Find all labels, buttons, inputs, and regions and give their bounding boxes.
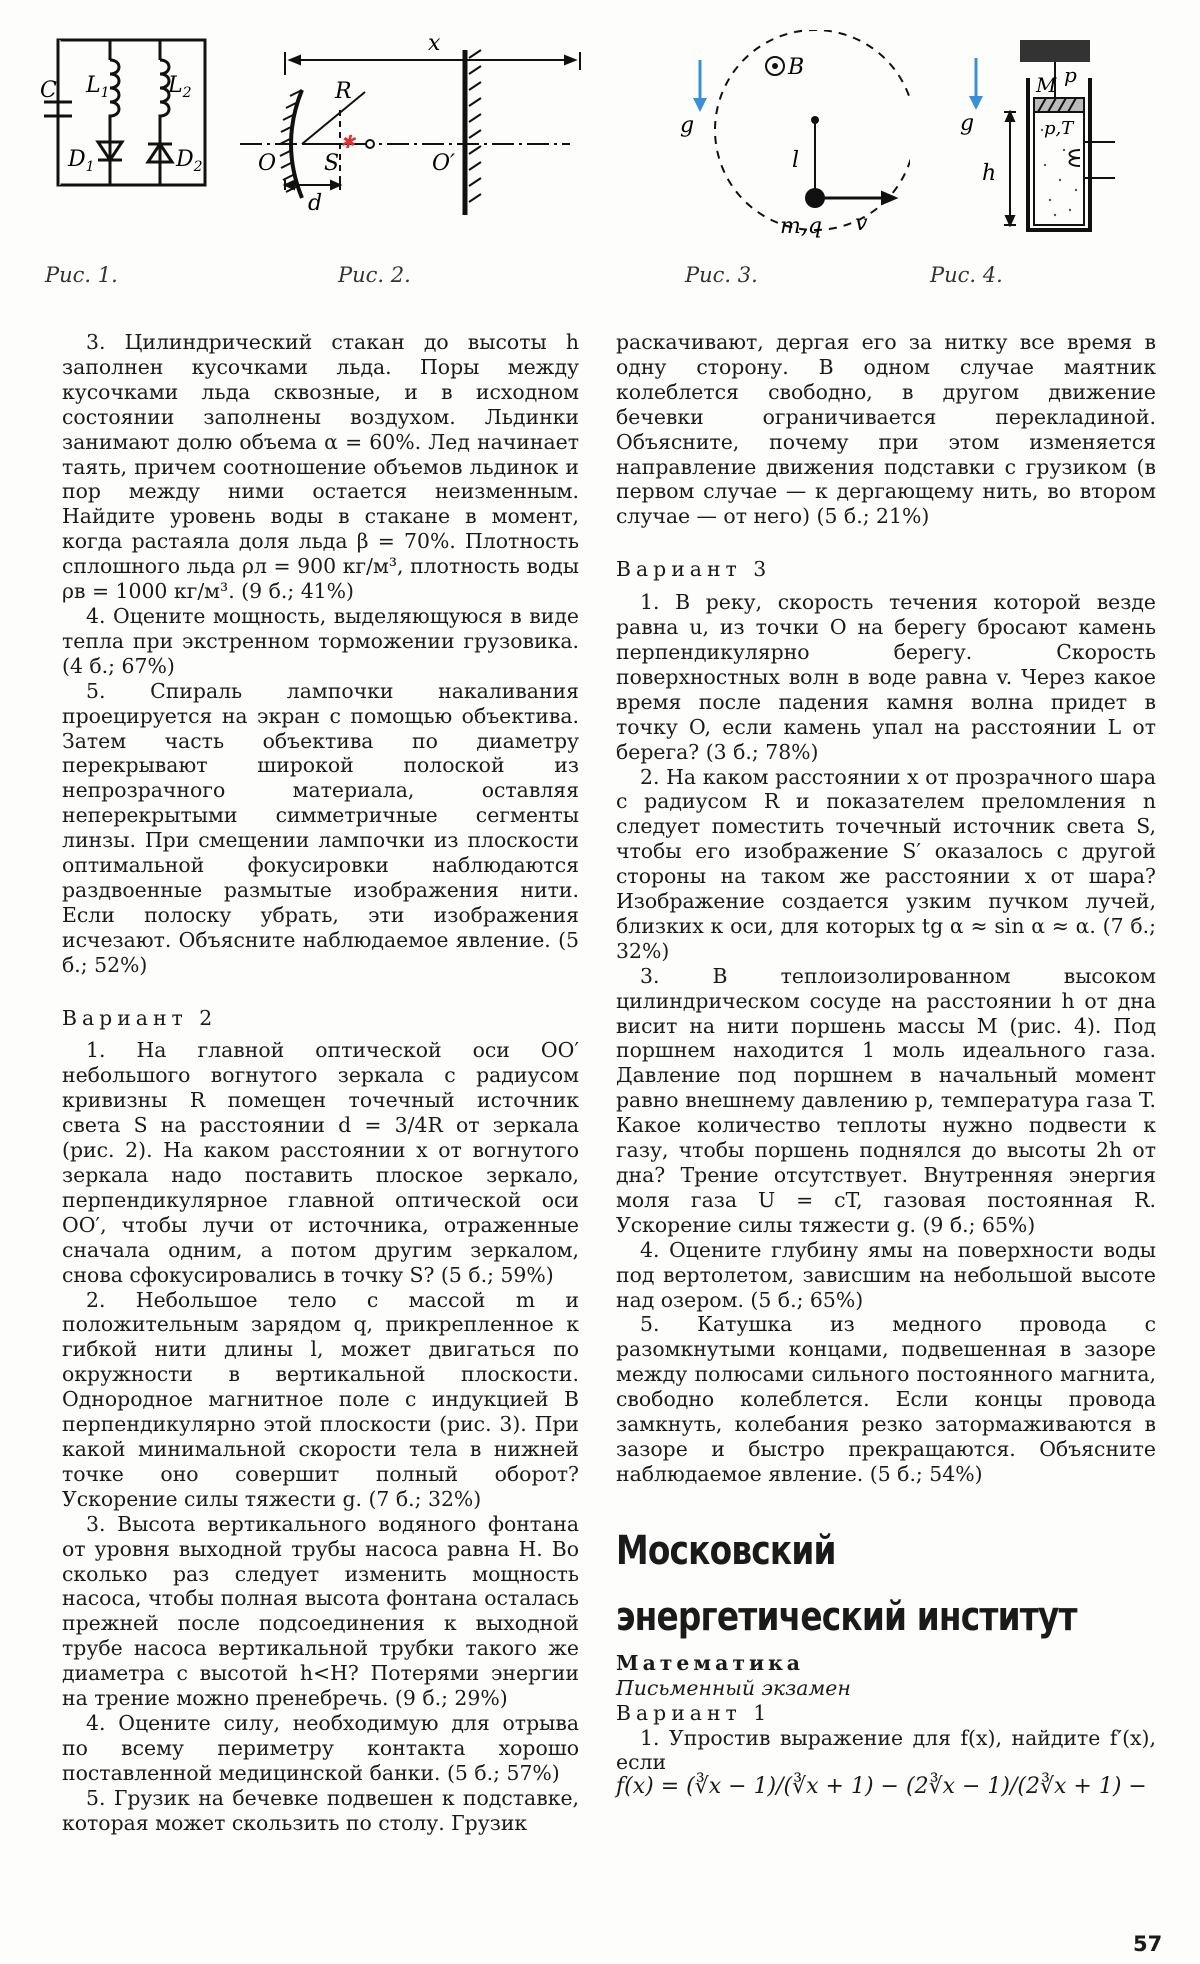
v1-problem-5: 5. Спираль лампочки накаливания проецируется на экран с помощью объектива. Затем часть объектива по диаметру перекрывают широкой полоской из непрозрачного материала, оставляя неперекрытыми симметричные сегменты линзы. При смещении лампочки из плоскости оптимальной фокусировки наблюдаются раздвоенные размытые изображения нити. Если полоску убрать, эти изображения исчезают. Объясните наблюдаемое явление. (5 б.; 52%) xyxy=(62,678,579,977)
v2-problem-2: 2. Небольшое тело с массой m и положительным зарядом q, прикрепленное к гибкой нити длины l, может двигаться по окружности в вертикальной плоскости. Однородное магнитное поле с индукцией B перпендикулярно этой плоскости (рис. 3). При какой минимальной скорости тела в нижней точке оно совершит полный оборот? Ускорение силы тяжести g. (7 б.; 32%) xyxy=(62,1287,579,1511)
mei-problem-1: 1. Упростив выражение для f(x), найдите f′(x), если xyxy=(616,1725,1156,1775)
v2-problem-5-start: 5. Грузик на бечевке подвешен к подставке, которая может скользить по столу. Грузик xyxy=(62,1785,579,1835)
v2-problem-5-end: раскачивают, дергая его за нитку все время в одну сторону. В одном случае маятник колеблется свободно, в другом движение бечевки ограничивается перекладиной. Объясните, почему при этом изменяется направление движения подставки с грузиком (в первом случае — к дергающему нить, во втором случае — от него) (5 б.; 21%) xyxy=(616,330,1156,529)
caption-fig-1: Рис. 1. xyxy=(45,263,118,287)
fig3-label-g: g xyxy=(680,113,695,138)
fig1-label-l2: $L_2$ xyxy=(168,73,192,101)
fig4-label-m: M xyxy=(1036,73,1057,97)
fig3-label-l: l xyxy=(792,148,800,173)
left-column xyxy=(62,330,579,1835)
v3-problem-5: 5. Катушка из медного провода с разомкнутыми концами, подвешенная в зазоре между полюсами сильного постоянного магнита, свободно колеблется. Если концы провода замкнуть, колебания резко затормаживаются в зазоре и быстро прекращаются. Объясните наблюдаемое явление. (5 б.; 54%) xyxy=(616,1312,1156,1486)
formula: f(x) = (∛x − 1)/(∛x + 1) − (2∛x − 1)/(2∛x + 1) − xyxy=(616,1774,1147,1800)
fig3-label-v: v xyxy=(855,211,868,236)
fig2-label-o: O xyxy=(258,151,277,176)
institute-title-line-1: Московский xyxy=(616,1527,836,1574)
right-column xyxy=(616,330,1156,1800)
institute-title-line-2: энергетический институт xyxy=(616,1593,1077,1640)
v3-problem-1: 1. В реку, скорость течения которой везде равна u, из точки O на берегу бросают камень перпендикулярно берегу. Скорость поверхностных волн в воде равна v. Через какое время после падения камня волна придет в точку O, если камень упал на расстоянии L от берега? (3 б.; 78%) xyxy=(616,590,1156,764)
v3-problem-2: 2. На каком расстоянии x от прозрачного шара с радиусом R и показателем преломления n следует поместить точечный источник света S, чтобы его изображение S′ оказалось с другой стороны на таком же расстоянии x от шара? Изображение создается узким пучком лучей, близких к оси, для которых tg α ≈ sin α ≈ α. (7 б.; 32%) xyxy=(616,764,1156,963)
fig3-label-mq: m,q xyxy=(780,214,822,239)
fig1-label-d1: $D_1$ xyxy=(68,147,95,175)
figure-3-pendulum xyxy=(680,30,910,240)
figure-1-circuit xyxy=(40,30,220,200)
fig2-label-d: d xyxy=(308,191,323,216)
fig2-label-o-prime: O′ xyxy=(432,151,456,176)
fig4-label-pt: p,T xyxy=(1044,118,1074,139)
figures-strip xyxy=(0,0,1200,300)
v2-problem-3: 3. Высота вертикального водяного фонтана от уровня выходной трубы насоса равна H. Во сколько раз следует изменить мощность насоса, чтобы полная высота фонтана осталась прежней после подсоединения к выходной трубе насоса вертикальной трубки такого же диаметра с высотой h<H? Потерями энергии на трение можно пренебречь. (9 б.; 29%) xyxy=(62,1511,579,1711)
caption-fig-2: Рис. 2. xyxy=(338,263,411,287)
exam-type: Письменный экзамен xyxy=(616,1675,851,1700)
subject-heading: Математика xyxy=(616,1650,805,1675)
figure-4-cylinder xyxy=(960,30,1160,240)
fig1-label-l1: $L_1$ xyxy=(86,73,110,101)
v1-problem-3: 3. Цилиндрический стакан до высоты h заполнен кусочками льда. Поры между кусочками льда сквозные, и в исходном состоянии заполнены воздухом. Льдинки занимают долю объема α = 60%. Лед начинает таять, причем соотношение объемов льдинок и пор между ними остается неизменным. Найдите уровень воды в стакане в момент, когда растаяла доля льда β = 70%. Плотность сплошного льда ρл = 900 кг/м³, плотность воды ρв = 1000 кг/м³. (9 б.; 41%) xyxy=(62,330,579,604)
fig3-label-b: B xyxy=(788,55,805,80)
variant-3-heading: Вариант 3 xyxy=(616,557,772,582)
fig4-label-h: h xyxy=(982,161,997,186)
svg-text:✱: ✱ xyxy=(340,132,356,153)
fig1-label-d2: $D_2$ xyxy=(176,147,203,175)
v3-problem-4: 4. Оцените глубину ямы на поверхности воды под вертолетом, зависшим на небольшой высоте над озером. (5 б.; 65%) xyxy=(616,1237,1156,1312)
v3-problem-3: 3. В теплоизолированном высоком цилиндрическом сосуде на расстоянии h от дна висит на нити поршень массы M (рис. 4). Под поршнем находится 1 моль идеального газа. Давление под поршнем в начальный момент равно внешнему давлению p, температура газа T. Какое количество теплоты нужно подвести к газу, чтобы поршень поднялся до высоты 2h от дна? Трение отсутствует. Внутренняя энергия моля газа U = cT, газовая постоянная R. Ускорение силы тяжести g. (9 б.; 65%) xyxy=(616,963,1156,1237)
v1-problem-4: 4. Оцените мощность, выделяющуюся в виде тепла при экстренном торможении грузовика. (4 б.; 67%) xyxy=(62,603,579,678)
fig2-label-x: x xyxy=(428,31,441,56)
page-number: 57 xyxy=(1133,1932,1163,1956)
caption-fig-4: Рис. 4. xyxy=(930,263,1003,287)
fig1-label-c: C xyxy=(40,78,57,103)
fig2-label-r: R xyxy=(335,79,352,104)
fig4-label-g: g xyxy=(960,111,975,136)
figure-2-mirror xyxy=(240,30,610,240)
variant-2-heading: Вариант 2 xyxy=(62,1005,218,1030)
fig2-label-s: S xyxy=(324,151,340,176)
fig4-label-p: p xyxy=(1064,63,1077,87)
caption-fig-3: Рис. 3. xyxy=(685,263,758,287)
mei-variant-1-heading: Вариант 1 xyxy=(616,1700,772,1725)
v2-problem-1: 1. На главной оптической оси OO′ небольшого вогнутого зеркала с радиусом кривизны R помещен точечный источник света S на расстоянии d = 3/4R от зеркала (рис. 2). На каком расстоянии x от вогнутого зеркала надо поставить плоское зеркало, перпендикулярное главной оптической оси OO′, чтобы лучи от источника, отраженные сначала одним, а потом другим зеркалом, снова сфокусировались в точку S? (5 б.; 59%) xyxy=(62,1038,579,1287)
v2-problem-4: 4. Оцените силу, необходимую для отрыва по всему периметру контакта хорошо поставленной медицинской банки. (5 б.; 57%) xyxy=(62,1710,579,1785)
